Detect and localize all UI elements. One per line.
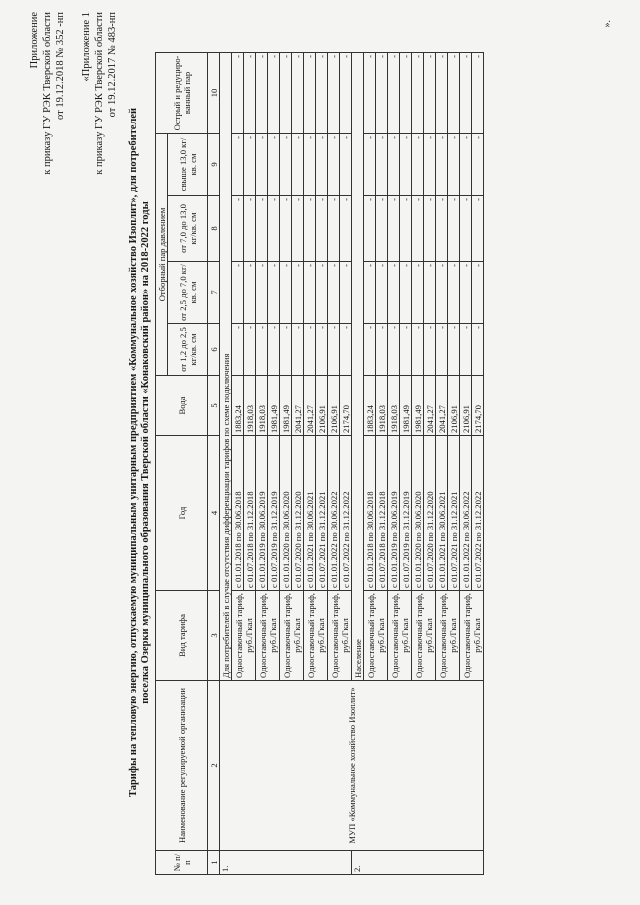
- water-tariff: 1883,24: [364, 376, 376, 436]
- water-tariff: 2174,70: [472, 376, 484, 436]
- col-index: 6: [208, 324, 220, 376]
- col-index: 1: [208, 851, 220, 875]
- steam-tariff: -: [400, 196, 412, 262]
- steam-tariff: -: [436, 324, 448, 376]
- period: с 01.07.2020 по 31.12.2020: [292, 436, 304, 591]
- steam-tariff: -: [460, 324, 472, 376]
- tariff-type: Одноставочный тариф, руб./Гкал: [256, 591, 280, 681]
- original-appendix-header: [80, 12, 119, 175]
- steam-tariff: -: [412, 262, 424, 324]
- steam-tariff: -: [412, 196, 424, 262]
- steam-tariff: -: [388, 133, 400, 195]
- steam-tariff: -: [268, 133, 280, 195]
- steam-tariff: -: [316, 324, 328, 376]
- steam-tariff: -: [292, 133, 304, 195]
- period: с 01.01.2018 по 30.06.2018: [364, 436, 376, 591]
- period: с 01.01.2019 по 30.06.2019: [256, 436, 268, 591]
- tariff-type: Одноставочный тариф, руб./Гкал: [460, 591, 484, 681]
- water-tariff: 2041,27: [292, 376, 304, 436]
- steam-tariff: -: [448, 52, 460, 133]
- water-tariff: 1918,03: [244, 376, 256, 436]
- steam-tariff: -: [376, 52, 388, 133]
- appendix-title: Приложение: [29, 12, 40, 69]
- steam-tariff: -: [232, 196, 244, 262]
- water-tariff: 1883,24: [232, 376, 244, 436]
- steam-tariff: -: [292, 324, 304, 376]
- col-header-steam-2: от 2,5 до 7,0 кг/кв. см: [168, 262, 208, 324]
- period: с 01.07.2020 по 31.12.2020: [424, 436, 436, 591]
- tariff-type: Одноставочный тариф, руб./Гкал: [412, 591, 436, 681]
- water-tariff: 2174,70: [340, 376, 352, 436]
- steam-tariff: -: [316, 133, 328, 195]
- steam-tariff: -: [316, 196, 328, 262]
- period: с 01.07.2022 по 31.12.2022: [340, 436, 352, 591]
- col-header-number: № п/ п: [156, 851, 208, 875]
- steam-tariff: -: [364, 262, 376, 324]
- steam-tariff: -: [364, 196, 376, 262]
- steam-tariff: -: [256, 262, 268, 324]
- steam-tariff: -: [256, 133, 268, 195]
- steam-tariff: -: [376, 196, 388, 262]
- steam-tariff: -: [340, 196, 352, 262]
- col-header-water: Вода: [156, 376, 208, 436]
- steam-tariff: -: [256, 52, 268, 133]
- steam-tariff: -: [244, 262, 256, 324]
- steam-tariff: -: [304, 196, 316, 262]
- water-tariff: 2041,27: [304, 376, 316, 436]
- steam-tariff: -: [424, 196, 436, 262]
- steam-tariff: -: [304, 324, 316, 376]
- steam-tariff: -: [328, 133, 340, 195]
- steam-tariff: -: [472, 196, 484, 262]
- steam-tariff: -: [436, 262, 448, 324]
- steam-tariff: -: [292, 52, 304, 133]
- col-header-steam: Отборный пар давлением: [156, 133, 168, 375]
- steam-tariff: -: [292, 196, 304, 262]
- col-header-sharp-steam: Острый и редуциро-ванный пар: [156, 52, 208, 133]
- steam-tariff: -: [400, 324, 412, 376]
- section-header-row: [220, 52, 232, 874]
- section-label: Население: [352, 52, 364, 680]
- steam-tariff: -: [364, 133, 376, 195]
- steam-tariff: -: [460, 133, 472, 195]
- water-tariff: 1981,49: [268, 376, 280, 436]
- section-number: 2.: [352, 851, 484, 875]
- steam-tariff: -: [244, 133, 256, 195]
- appendix-date: от 19.12.2018 № 352 -нп: [55, 12, 66, 120]
- steam-tariff: -: [424, 52, 436, 133]
- col-header-steam-4: свыше 13,0 кг/кв. см: [168, 133, 208, 195]
- original-appendix-date: от 19.12.2017 № 483-нп: [107, 12, 118, 118]
- steam-tariff: -: [400, 133, 412, 195]
- tariff-type: Одноставочный тариф, руб./Гкал: [328, 591, 352, 681]
- water-tariff: 1981,49: [400, 376, 412, 436]
- water-tariff: 1918,03: [376, 376, 388, 436]
- water-tariff: 1981,49: [280, 376, 292, 436]
- steam-tariff: -: [280, 52, 292, 133]
- tariff-type: Одноставочный тариф, руб./Гкал: [388, 591, 412, 681]
- steam-tariff: -: [232, 262, 244, 324]
- steam-tariff: -: [268, 324, 280, 376]
- steam-tariff: -: [316, 52, 328, 133]
- period: с 01.01.2021 по 30.06.2021: [304, 436, 316, 591]
- steam-tariff: -: [436, 52, 448, 133]
- col-header-steam-1: от 1,2 до 2,5 кг/кв. см: [168, 324, 208, 376]
- water-tariff: 2106,91: [328, 376, 340, 436]
- steam-tariff: -: [400, 262, 412, 324]
- water-tariff: 2106,91: [460, 376, 472, 436]
- title-line-2: поселка Озерки муниципального образования Тверской области «Конаковский район» на 2018-2022 годы: [140, 201, 151, 704]
- steam-tariff: -: [256, 324, 268, 376]
- original-appendix-title: «Приложение 1: [81, 12, 92, 82]
- steam-tariff: -: [472, 133, 484, 195]
- steam-tariff: -: [340, 324, 352, 376]
- water-tariff: 2041,27: [436, 376, 448, 436]
- steam-tariff: -: [460, 262, 472, 324]
- col-header-organization: Наименование регулируемой организации: [156, 681, 208, 851]
- steam-tariff: -: [388, 324, 400, 376]
- period: с 01.07.2018 по 31.12.2018: [244, 436, 256, 591]
- document-title: [128, 30, 152, 875]
- col-header-tariff-type: Вид тарифа: [156, 591, 208, 681]
- col-header-year: Год: [156, 436, 208, 591]
- col-index: 8: [208, 196, 220, 262]
- period: с 01.01.2021 по 30.06.2021: [436, 436, 448, 591]
- period: с 01.01.2020 по 30.06.2020: [412, 436, 424, 591]
- col-header-steam-3: от 7,0 до 13,0 кг/кв. см: [168, 196, 208, 262]
- steam-tariff: -: [328, 196, 340, 262]
- appendix-order: к приказу ГУ РЭК Тверской области: [42, 12, 53, 175]
- water-tariff: 1981,49: [412, 376, 424, 436]
- water-tariff: 1918,03: [388, 376, 400, 436]
- col-index: 9: [208, 133, 220, 195]
- steam-tariff: -: [412, 324, 424, 376]
- steam-tariff: -: [436, 196, 448, 262]
- tariff-type: Одноставочный тариф, руб./Гкал: [232, 591, 256, 681]
- period: с 01.07.2018 по 31.12.2018: [376, 436, 388, 591]
- period: с 01.07.2019 по 31.12.2019: [268, 436, 280, 591]
- water-tariff: 2041,27: [424, 376, 436, 436]
- steam-tariff: -: [376, 324, 388, 376]
- title-line-1: Тарифы на тепловую энергию, отпускаемую муниципальным унитарным предприятием «Коммунальное хозяйство Изоплит», для потребителей: [128, 107, 139, 798]
- steam-tariff: -: [244, 52, 256, 133]
- steam-tariff: -: [460, 52, 472, 133]
- water-tariff: 2106,91: [448, 376, 460, 436]
- period: с 01.07.2019 по 31.12.2019: [400, 436, 412, 591]
- tariff-type: Одноставочный тариф, руб./Гкал: [304, 591, 328, 681]
- steam-tariff: -: [268, 262, 280, 324]
- col-index: 3: [208, 591, 220, 681]
- original-appendix-order: к приказу ГУ РЭК Тверской области: [94, 12, 105, 175]
- steam-tariff: -: [340, 262, 352, 324]
- steam-tariff: -: [472, 52, 484, 133]
- steam-tariff: -: [436, 133, 448, 195]
- steam-tariff: -: [424, 262, 436, 324]
- steam-tariff: -: [412, 133, 424, 195]
- water-tariff: 2106,91: [316, 376, 328, 436]
- steam-tariff: -: [400, 52, 412, 133]
- steam-tariff: -: [424, 324, 436, 376]
- water-tariff: 1918,03: [256, 376, 268, 436]
- closing-mark: ».: [602, 20, 613, 28]
- col-index: 10: [208, 52, 220, 133]
- steam-tariff: -: [328, 324, 340, 376]
- period: с 01.01.2022 по 30.06.2022: [460, 436, 472, 591]
- steam-tariff: -: [280, 196, 292, 262]
- period: с 01.07.2021 по 31.12.2021: [316, 436, 328, 591]
- steam-tariff: -: [448, 262, 460, 324]
- steam-tariff: -: [448, 196, 460, 262]
- section-number: 1.: [220, 851, 352, 875]
- section-label: Для потребителей в случае отсутствия дифференциации тарифов по схеме подключения: [220, 52, 232, 680]
- steam-tariff: -: [340, 133, 352, 195]
- steam-tariff: -: [304, 262, 316, 324]
- steam-tariff: -: [472, 262, 484, 324]
- steam-tariff: -: [280, 262, 292, 324]
- steam-tariff: -: [388, 262, 400, 324]
- period: с 01.07.2021 по 31.12.2021: [448, 436, 460, 591]
- steam-tariff: -: [448, 133, 460, 195]
- period: с 01.01.2020 по 30.06.2020: [280, 436, 292, 591]
- col-index: 4: [208, 436, 220, 591]
- steam-tariff: -: [328, 52, 340, 133]
- steam-tariff: -: [328, 262, 340, 324]
- steam-tariff: -: [304, 133, 316, 195]
- tariff-type: Одноставочный тариф, руб./Гкал: [280, 591, 304, 681]
- steam-tariff: -: [364, 52, 376, 133]
- steam-tariff: -: [256, 196, 268, 262]
- steam-tariff: -: [448, 324, 460, 376]
- organization-name: МУП «Коммунальное хозяйство Изоплит»: [220, 681, 484, 851]
- steam-tariff: -: [388, 52, 400, 133]
- steam-tariff: -: [244, 196, 256, 262]
- steam-tariff: -: [280, 324, 292, 376]
- steam-tariff: -: [388, 196, 400, 262]
- steam-tariff: -: [460, 196, 472, 262]
- steam-tariff: -: [244, 324, 256, 376]
- steam-tariff: -: [292, 262, 304, 324]
- steam-tariff: -: [376, 262, 388, 324]
- steam-tariff: -: [304, 52, 316, 133]
- steam-tariff: -: [232, 52, 244, 133]
- steam-tariff: -: [412, 52, 424, 133]
- steam-tariff: -: [340, 52, 352, 133]
- col-index: 5: [208, 376, 220, 436]
- tariff-table: [155, 52, 484, 875]
- steam-tariff: -: [280, 133, 292, 195]
- tariff-type: Одноставочный тариф, руб./Гкал: [364, 591, 388, 681]
- col-index: 7: [208, 262, 220, 324]
- period: с 01.07.2022 по 31.12.2022: [472, 436, 484, 591]
- steam-tariff: -: [232, 324, 244, 376]
- steam-tariff: -: [268, 196, 280, 262]
- period: с 01.01.2018 по 30.06.2018: [232, 436, 244, 591]
- appendix-header: [28, 12, 67, 175]
- steam-tariff: -: [316, 262, 328, 324]
- tariff-type: Одноставочный тариф, руб./Гкал: [436, 591, 460, 681]
- steam-tariff: -: [424, 133, 436, 195]
- steam-tariff: -: [268, 52, 280, 133]
- steam-tariff: -: [472, 324, 484, 376]
- steam-tariff: -: [376, 133, 388, 195]
- period: с 01.01.2019 по 30.06.2019: [388, 436, 400, 591]
- period: с 01.01.2022 по 30.06.2022: [328, 436, 340, 591]
- steam-tariff: -: [364, 324, 376, 376]
- col-index: 2: [208, 681, 220, 851]
- steam-tariff: -: [232, 133, 244, 195]
